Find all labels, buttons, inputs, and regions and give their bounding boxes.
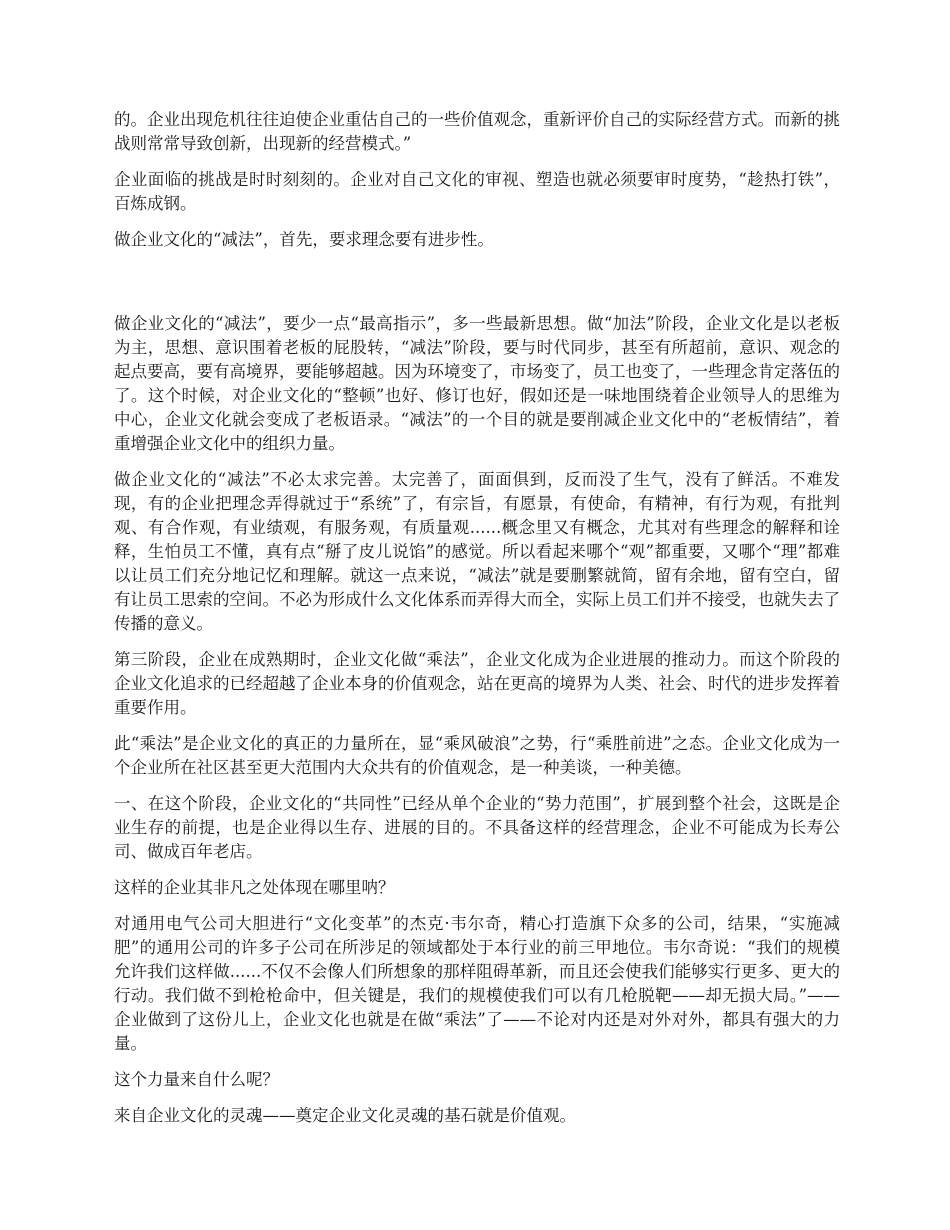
document-body <box>114 108 840 1140</box>
paragraph-5: 做企业文化的“减法”不必太求完善。太完善了，面面俱到，反而没了生气，没有了鲜活。不难发现，有的企业把理念弄得就过于“系统”了，有宗旨，有愿景，有使命，有精神，有行为观，有批判观、有合作观，有业绩观，有服务观，有质量观......概念里又有概念，尤其对有些理念的解释和诠释，生怕员工不懂，真有点“掰了皮儿说馅”的感觉。所以看起来哪个“观”都重要，又哪个“理”都难以让员工们充分地记忆和理解。就这一点来说，“减法”就是要删繁就简，留有余地，留有空白，留有让员工思索的空间。不必为形成什么文化体系而弄得大而全，实际上员工们并不接受，也就失去了传播的意义。 <box>114 470 840 633</box>
paragraph-8: 一、在这个阶段，企业文化的“共同性”已经从单个企业的“势力范围”，扩展到整个社会，这既是企业生存的前提，也是企业得以生存、进展的目的。不具备这样的经营理念，企业不可能成为长寿公司、做成百年老店。 <box>114 794 840 861</box>
paragraph-1: 的。企业出现危机往往迫使企业重估自己的一些价值观念，重新评价自己的实际经营方式。而新的挑战则常常导致创新，出现新的经营模式。” <box>114 110 840 153</box>
paragraph-10: 对通用电气公司大胆进行“文化变革”的杰克·韦尔奇，精心打造旗下众多的公司，结果，“实施减肥”的通用公司的许多子公司在所涉足的领域都处于本行业的前三甲地位。韦尔奇说：“我们的规模允许我们这样做......不仅不会像人们所想象的那样阻碍革新，而且还会使我们能够实行更多、更大的行动。我们做不到枪枪命中，但关键是，我们的规模使我们可以有几枪脱靶——却无损大局。”——企业做到了这份儿上，企业文化也就是在做“乘法”了——不论对内还是对外对外，都具有强大的力量。 <box>114 914 840 1053</box>
paragraph-12: 来自企业文化的灵魂——奠定企业文化灵魂的基石就是价值观。 <box>114 1106 576 1125</box>
paragraph-7: 此“乘法”是企业文化的真正的力量所在，显“乘风破浪”之势，行“乘胜前进”之态。企业文化成为一个企业所在社区甚至更大范围内大众共有的价值观念，是一种美谈，一种美德。 <box>114 734 840 777</box>
section-gap <box>114 264 840 312</box>
paragraph-6: 第三阶段，企业在成熟期时，企业文化做“乘法”，企业文化成为企业进展的推动力。而这个阶段的企业文化追求的已经超越了企业本身的价值观念，站在更高的境界为人类、社会、时代的进步发挥着重要作用。 <box>114 650 840 717</box>
paragraph-3: 做企业文化的“减法”，首先，要求理念要有进步性。 <box>114 230 494 249</box>
paragraph-4: 做企业文化的“减法”，要少一点“最高指示”，多一些最新思想。做“加法”阶段，企业文化是以老板为主，思想、意识围着老板的屁股转，“减法”阶段，要与时代同步，甚至有所超前，意识、观念的起点要高，要有高境界，要能够超越。因为环境变了，市场变了，员工也变了，一些理念肯定落伍的了。这个时候，对企业文化的“整顿”也好、修订也好，假如还是一味地围绕着企业领导人的思维为中心，企业文化就会变成了老板语录。“减法”的一个目的就是要削减企业文化中的“老板情结”，着重增强企业文化中的组织力量。 <box>114 314 840 453</box>
paragraph-9: 这样的企业其非凡之处体现在哪里呐？ <box>114 878 395 897</box>
paragraph-2: 企业面临的挑战是时时刻刻的。企业对自己文化的审视、塑造也就必须要审时度势，“趁热打铁”，百炼成钢。 <box>114 170 840 213</box>
paragraph-11: 这个力量来自什么呢？ <box>114 1070 279 1089</box>
